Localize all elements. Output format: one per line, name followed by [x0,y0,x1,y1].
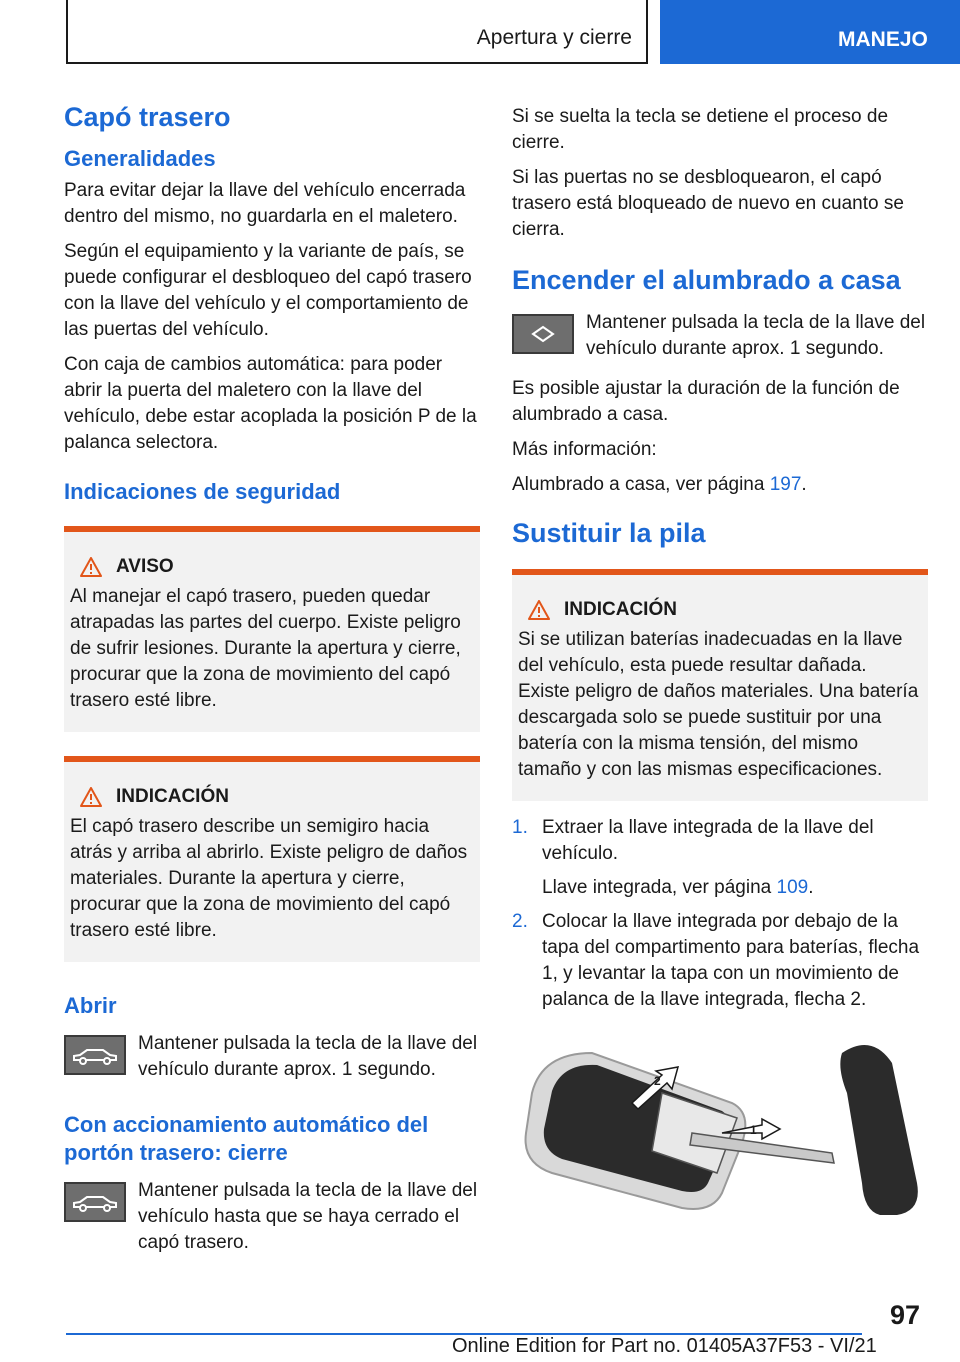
car-trunk-key-button-icon [64,1182,126,1222]
light-heading: Encender el alumbrado a casa [512,265,901,295]
warning-title: AVISO [116,556,174,578]
right-column [512,104,928,1228]
continued-paragraph-1: Si se suelta la tecla se detiene el proceso de cierre. [512,106,889,153]
step-text: Colocar la llave integrada por debajo de la tapa del compartimento para baterías, flecha 1, y levantar la tapa con un movimiento de palanca de la llave integrada, flecha 2. [542,911,920,1011]
step-number: 1. [512,817,528,839]
list-item [512,815,928,901]
arrow-label-1: 1 [750,1123,757,1138]
warning-title: INDICACIÓN [564,599,677,621]
general-paragraph-1: Para evitar dejar la llave del vehículo encerrada dentro del mismo, no guardarla en el maletero. [64,179,466,227]
list-item [512,909,928,1013]
warning-text: Al manejar el capó trasero, pueden quedar atrapadas las partes del cuerpo. Existe peligro de sufrir lesiones. Durante la apertura y cierre, procurar que la zona de movimiento del capó trasero esté libre. [70,586,461,712]
left-column [64,100,480,1264]
open-text: Mantener pulsada la tecla de la llave del vehículo durante aprox. 1 segundo. [138,1032,478,1080]
page-number: 97 [889,1300,920,1330]
warning-text: El capó trasero describe un semigiro hacia atrás y arriba al abrirlo. Existe peligro de daños materiales. Durante la apertura y cierre, procurar que la zona de movimiento del capó trasero esté libre. [70,816,468,942]
light-instruction [512,310,928,362]
light-text: Mantener pulsada la tecla de la llave del vehículo durante aprox. 1 segundo. [586,312,926,360]
general-paragraph-2: Según el equipamiento y la variante de país, se puede configurar el desbloqueo del capó trasero con la llave del vehículo y el comportamiento de las puertas del vehículo. [64,240,472,340]
step-reference: Llave integrada, ver página 109. [542,877,814,899]
warning-box-indicacion [64,756,480,962]
warning-title: INDICACIÓN [116,786,229,808]
auto-close-instruction [64,1178,480,1256]
steps-list [512,815,928,1013]
step-number: 2. [512,911,528,933]
chapter-tab[interactable]: MANEJO [660,0,960,64]
battery-heading: Sustituir la pila [512,518,706,549]
warning-triangle-icon [80,787,102,807]
light-paragraph-2: Más información: [512,439,657,461]
edition-text: Online Edition for Part no. 01405A37F53 - VI/21 [452,1335,877,1357]
warning-text: Si se utilizan baterías inadecuadas en la llave del vehículo, esta puede resultar dañada. Existe peligro de daños materiales. Una batería descargada solo se puede sustituir por una batería con la misma tensión, del mismo tamaño y con las mismas especificaciones. [518,629,919,781]
open-heading: Abrir [64,993,117,1019]
light-reference: Alumbrado a casa, ver página 197. [512,474,807,496]
page-link[interactable]: 109 [776,877,809,899]
open-instruction [64,1031,480,1083]
continued-paragraph-2: Si las puertas no se desbloquearon, el capó trasero está bloqueado de nuevo en cuanto se cierra. [512,167,904,240]
general-paragraph-3: Con caja de cambios automática: para poder abrir la puerta del maletero con la llave del vehículo, debe estar acoplada la posición P de la palanca selectora. [64,353,477,453]
arrow-label-2: 2 [654,1074,661,1089]
key-battery-figure [512,1033,928,1228]
light-paragraph-1: Es posible ajustar la duración de la función de alumbrado a casa. [512,378,900,426]
general-heading: Generalidades [64,146,216,172]
warning-triangle-icon [80,557,102,577]
step-text: Extraer la llave integrada de la llave del vehículo. [542,817,874,865]
auto-close-text: Mantener pulsada la tecla de la llave del vehículo hasta que se haya cerrado el capó trasero. [138,1180,478,1254]
auto-close-heading: Con accionamiento automático del portón trasero: cierre [64,1111,429,1166]
safety-heading: Indicaciones de seguridad [64,478,341,504]
warning-triangle-icon [528,600,550,620]
page-link[interactable]: 197 [769,474,802,496]
section-title: Apertura y cierre [476,26,632,49]
car-trunk-key-button-icon [64,1035,126,1075]
warning-box-aviso [64,526,480,732]
light-key-button-icon [512,314,574,354]
page-title: Capó trasero [64,102,231,132]
warning-box-indicacion [512,569,928,801]
